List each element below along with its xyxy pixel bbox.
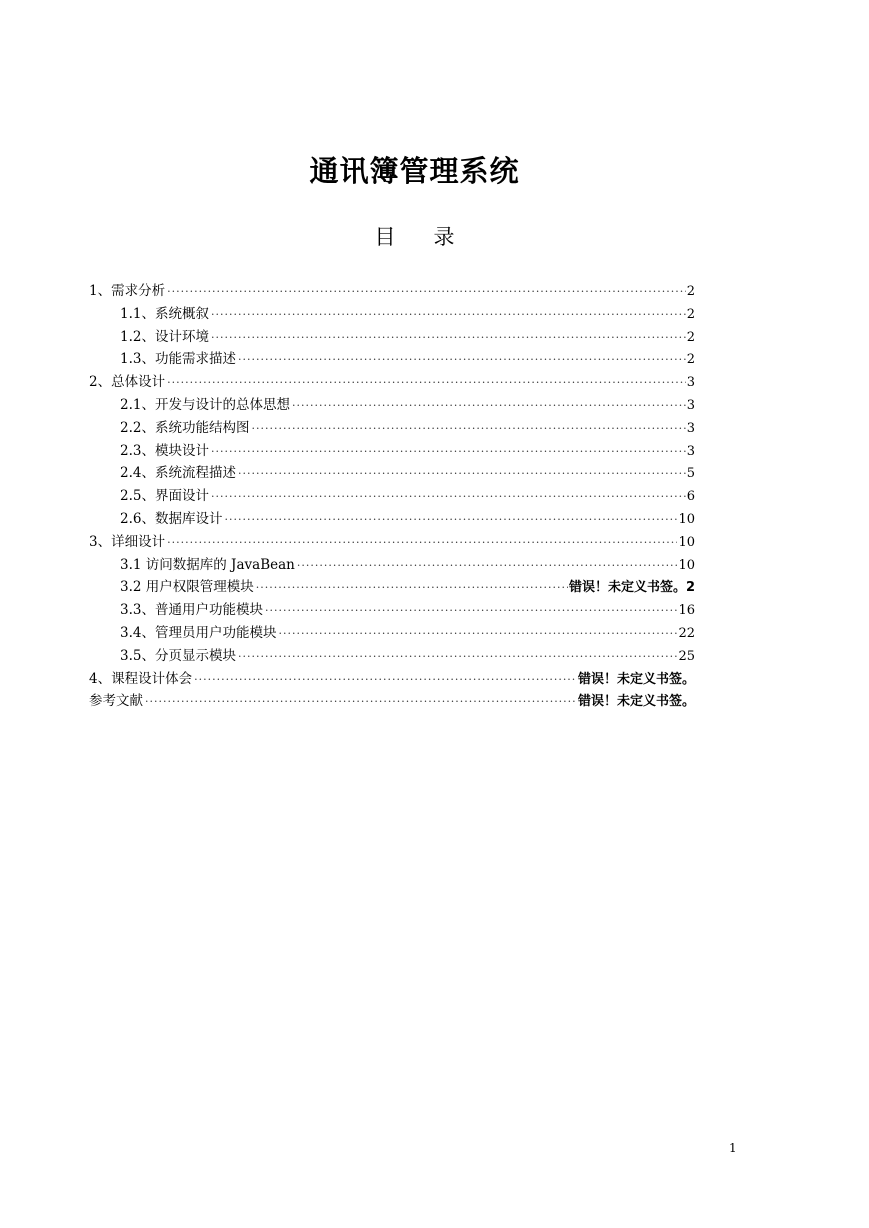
toc-entry-label: 2.4、系统流程描述 [120,465,236,482]
toc-dot-leader [238,646,677,668]
toc-dot-leader [167,372,686,394]
toc-entry[interactable] [89,599,695,622]
toc-dot-leader [292,395,686,417]
toc-entry[interactable] [89,440,695,463]
toc-dot-leader [167,532,677,554]
toc-entry-label: 1、需求分析 [89,283,166,299]
toc-entry-label: 3.5、分页显示模块 [120,647,236,664]
toc-entry-label: 1.1、系统概叙 [120,305,209,322]
toc-entry-page: 2 [686,284,695,299]
toc-entry[interactable] [89,576,695,599]
toc-entry-page: 2 [686,306,695,322]
toc-entry-label: 1.2、设计环境 [120,328,209,345]
toc-dot-leader [238,349,686,371]
toc-entry[interactable] [89,690,695,713]
toc-entry-page: 10 [678,511,695,527]
toc-entry-label: 3.2 用户权限管理模块 [120,579,254,596]
toc-entry-page: 10 [678,534,695,550]
toc-dot-leader [256,577,568,599]
toc-entry-label: 3.4、管理员用户功能模块 [120,624,277,641]
toc-heading-right: 录 [433,225,455,249]
toc-dot-leader [224,509,677,531]
toc-dot-leader [265,600,677,622]
toc-dot-leader [297,555,678,577]
toc-entry-label: 4、课程设计体会 [89,670,193,687]
toc-entry[interactable] [89,485,695,508]
toc-heading [0,222,829,252]
page-number: 1 [729,1141,737,1155]
table-of-contents [89,280,695,713]
toc-entry-bookmark-error: 错误！未定义书签。 [577,671,695,687]
toc-dot-leader [194,669,577,691]
toc-entry[interactable] [89,531,695,554]
toc-dot-leader [167,281,686,303]
toc-entry[interactable] [89,462,695,485]
toc-entry-label: 2.3、模块设计 [120,442,209,459]
toc-dot-leader [251,418,685,440]
toc-entry-label: 2.5、界面设计 [120,488,209,505]
toc-entry[interactable] [89,668,695,691]
toc-entry[interactable] [89,348,695,371]
toc-dot-leader [145,691,577,713]
toc-entry-page: 5 [686,466,695,482]
toc-heading-left: 目 [374,225,396,249]
toc-entry-label: 2.1、开发与设计的总体思想 [120,396,290,413]
toc-entry[interactable] [89,508,695,531]
toc-entry-label: 3.1 访问数据库的 JavaBean [120,556,295,573]
toc-entry-page: 3 [686,420,695,436]
toc-dot-leader [238,463,686,485]
toc-entry-label: 2.2、系统功能结构图 [120,419,250,436]
toc-entry[interactable] [89,303,695,326]
toc-dot-leader [211,304,686,326]
document-title: 通讯簿管理系统 [309,154,520,188]
toc-entry-label: 1.3、功能需求描述 [120,351,236,368]
toc-entry-page: 3 [686,397,695,413]
toc-entry-page: 2 [686,352,695,368]
toc-entry[interactable] [89,622,695,645]
toc-dot-leader [278,623,677,645]
toc-entry-page: 6 [686,489,695,505]
toc-entry-label: 2.6、数据库设计 [120,510,223,527]
toc-entry-page: 3 [686,375,695,391]
toc-dot-leader [211,441,686,463]
toc-entry[interactable] [89,417,695,440]
toc-entry-page: 10 [678,557,695,573]
toc-entry[interactable] [89,326,695,349]
toc-entry-page: 2 [686,329,695,345]
toc-entry-page: 16 [678,603,695,619]
toc-entry-bookmark-error: 错误！未定义书签。2 [568,580,695,596]
toc-entry[interactable] [89,280,695,303]
toc-entry[interactable] [89,371,695,394]
toc-entry[interactable] [89,394,695,417]
toc-entry[interactable] [89,554,695,577]
toc-entry-page: 22 [678,625,695,641]
toc-entry-label: 参考文献 [89,693,143,710]
toc-entry-page: 3 [686,443,695,459]
toc-entry-label: 3、详细设计 [89,533,166,550]
toc-entry-label: 3.3、普通用户功能模块 [120,602,263,619]
toc-dot-leader [211,327,686,349]
toc-entry-bookmark-error: 错误！未定义书签。 [577,694,695,710]
toc-entry-label: 2、总体设计 [89,374,166,391]
toc-dot-leader [211,486,686,508]
toc-entry[interactable] [89,645,695,668]
toc-entry-page: 25 [678,648,695,664]
